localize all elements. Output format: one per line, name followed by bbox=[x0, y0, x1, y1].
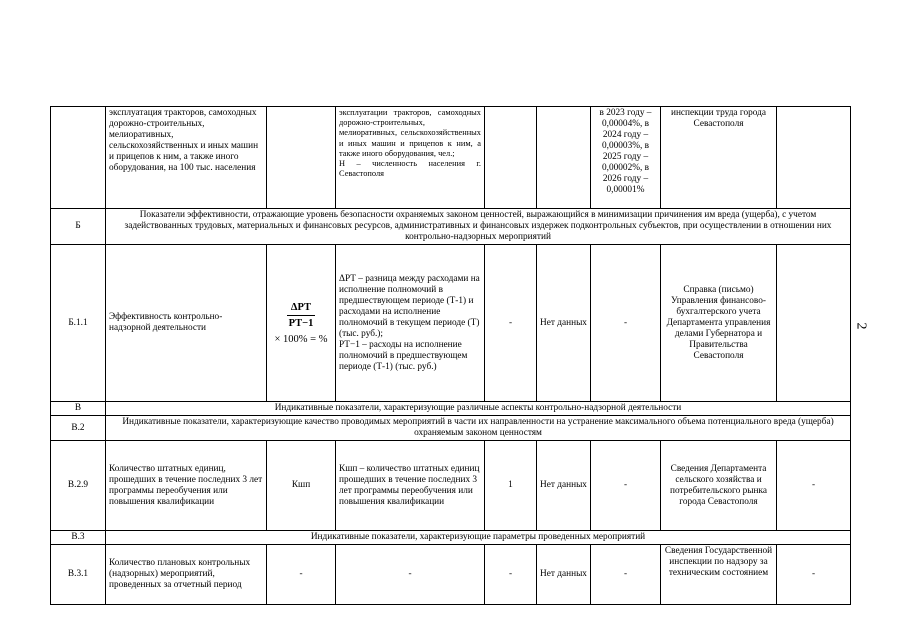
description-part-2: РТ−1 – расходы на исполнение полномочий в предшествующем периоде (Т-1) (тыс. руб.) bbox=[339, 339, 468, 372]
row-code: В.3.1 bbox=[51, 545, 106, 605]
table-row-continuation bbox=[51, 107, 851, 209]
row-code: В.2.9 bbox=[51, 441, 106, 531]
indicator-name-cell: Количество плановых контрольных (надзорных) мероприятий, проведенных за отчетный период bbox=[106, 545, 267, 605]
formula-numerator: ΔРТ bbox=[287, 301, 316, 316]
document-page bbox=[50, 106, 850, 605]
formula-description-cell bbox=[336, 107, 485, 209]
section-title: Индикативные показатели, характеризующие качество проводимых мероприятий в части их направленности на устранение максимального объема потенциального вреда (ущерба) охраняемым законом ценностям bbox=[106, 416, 851, 441]
indicator-name-cell: Эффективность контрольно-надзорной деятельности bbox=[106, 245, 267, 402]
section-row-v-2 bbox=[51, 416, 851, 441]
description-part-1: эксплуатации тракторов, самоходных дорожно-строительных, мелиоративных, сельскохозяйственных и иных машин и прицепов к ним, а также иного оборудования, чел.; bbox=[339, 108, 481, 158]
value-cell-6: Нет данных bbox=[537, 545, 591, 605]
formula-description-cell: Кшп – количество штатных единиц прошедших в течение последних 3 лет программы переобучения или повышения квалификации bbox=[336, 441, 485, 531]
value-cell-7: - bbox=[591, 441, 661, 531]
value-cell-9: - bbox=[777, 545, 851, 605]
formula-cell: - bbox=[267, 545, 336, 605]
formula-tail: × 100% = % bbox=[274, 333, 328, 345]
value-cell-6: Нет данных bbox=[537, 245, 591, 402]
section-code: Б bbox=[51, 209, 106, 245]
formula-description-cell bbox=[336, 245, 485, 402]
section-row-b bbox=[51, 209, 851, 245]
source-cell: Справка (письмо) Управления финансово-бухгалтерского учета Департамента управления делами Губернатора и Правительства Севастополя bbox=[661, 245, 777, 402]
page-number: 2 bbox=[853, 322, 869, 330]
formula-cell: Кшп bbox=[267, 441, 336, 531]
source-cell: Сведения Государственной инспекции по надзору за техническим состоянием bbox=[661, 545, 777, 605]
indicators-table bbox=[50, 106, 851, 605]
indicator-name-cell: эксплуатация тракторов, самоходных дорожно-строительных, мелиоративных, сельскохозяйственных и иных машин и прицепов к ним, а также иного оборудования, на 100 тыс. населения bbox=[106, 107, 267, 209]
row-code: Б.1.1 bbox=[51, 245, 106, 402]
source-cell: Сведения Департамента сельского хозяйства и потребительского рынка города Севастополя bbox=[661, 441, 777, 531]
formula-cell bbox=[267, 245, 336, 402]
description-part-1: ΔРТ – разница между расходами на исполнение полномочий в предшествующем периоде (Т-1) и расходами на исполнение полномочий в текущем периоде (Т) (тыс. руб.); bbox=[339, 273, 480, 339]
value-cell-5: - bbox=[485, 245, 537, 402]
table-row-v-2-9 bbox=[51, 441, 851, 531]
section-row-v-3 bbox=[51, 531, 851, 545]
table-row-b-1-1 bbox=[51, 245, 851, 402]
section-title: Показатели эффективности, отражающие уровень безопасности охраняемых законом ценностей, выражающийся в минимизации причинения им вреда (ущерба), с учетом задействованных трудовых, материальных и финансовых ресурсов, административных и финансовых издержек подконтрольных субъектов, при осуществлении в отношении них контрольно-надзорных мероприятий bbox=[106, 209, 851, 245]
section-title: Индикативные показатели, характеризующие параметры проведенных мероприятий bbox=[106, 531, 851, 545]
value-cell-5: 1 bbox=[485, 441, 537, 531]
section-code: В.2 bbox=[51, 416, 106, 441]
section-code: В.3 bbox=[51, 531, 106, 545]
indicator-name-cell: Количество штатных единиц, прошедших в течение последних 3 лет программы переобучения или повышения квалификации bbox=[106, 441, 267, 531]
section-title: Индикативные показатели, характеризующие различные аспекты контрольно-надзорной деятельности bbox=[106, 402, 851, 416]
table-row-v-3-1 bbox=[51, 545, 851, 605]
section-code: В bbox=[51, 402, 106, 416]
description-part-2: Н – численность населения г. Севастополя bbox=[339, 159, 481, 179]
formula-fraction bbox=[287, 301, 316, 330]
section-row-v bbox=[51, 402, 851, 416]
value-cell-6: Нет данных bbox=[537, 441, 591, 531]
value-cell-5: - bbox=[485, 545, 537, 605]
formula-description-cell: - bbox=[336, 545, 485, 605]
target-values-cell: в 2023 году – 0,00004%, в 2024 году – 0,00003%, в 2025 году – 0,00002%, в 2026 году – 0,00001% bbox=[591, 107, 661, 209]
value-cell-9 bbox=[777, 245, 851, 402]
value-cell-7: - bbox=[591, 545, 661, 605]
value-cell-9: - bbox=[777, 441, 851, 531]
value-cell-7: - bbox=[591, 245, 661, 402]
source-cell: инспекции труда города Севастополя bbox=[661, 107, 777, 209]
formula-denominator: РТ−1 bbox=[288, 317, 314, 329]
